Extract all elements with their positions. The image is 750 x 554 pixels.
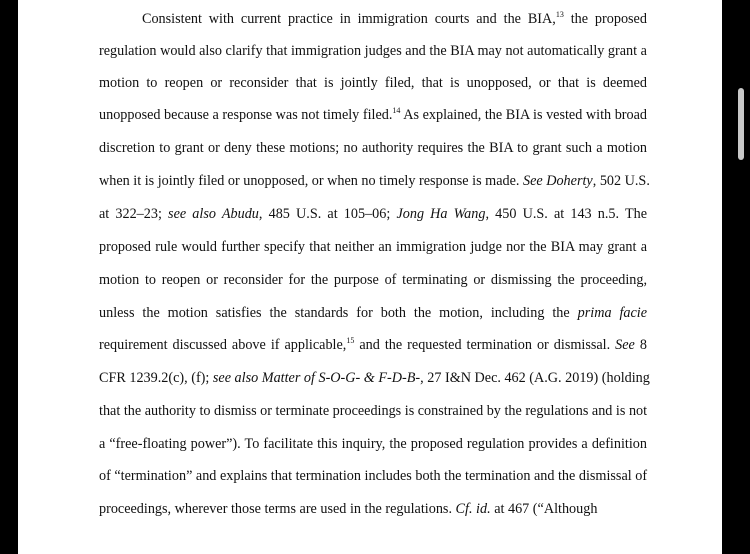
vertical-scrollbar-thumb[interactable] [738,88,744,160]
text-run: proposed rule would further specify that neither an immigration judge nor the BIA may grant a [99,239,647,255]
text-line [99,42,647,60]
italic-citation: prima facie [577,305,648,321]
text-run: that the authority to dismiss or terminate proceedings is constrained by the regulations and is not [99,403,648,419]
text-run: of “termination” and explains that termination includes both the termination and the dismissal of [99,468,648,484]
text-line [99,369,650,387]
text-run: motion to reopen or reconsider for the purpose of terminating or dismissing the proceeding, [99,272,648,288]
text-run: when it is jointly filed or unopposed, or when no timely response is made. [99,173,523,189]
text-run: , 450 U.S. at 143 n.5. The [485,206,648,222]
italic-citation: see also Matter of S-O-G- & F-D-B- [212,370,421,386]
text-run: and the requested termination or dismissal. [354,337,616,353]
document-page [18,0,722,554]
text-run: Consistent with current practice in immigration courts and the BIA, [142,11,556,27]
text-run: regulation would also clarify that immigration judges and the BIA may not automatically grant a [99,43,647,59]
text-run: requirement discussed above if applicable, [99,337,347,353]
text-line [99,238,647,256]
text-run: the proposed [563,11,647,27]
text-run: unless the motion satisfies the standards for both the motion, including the [99,305,578,321]
text-run: proceedings, wherever those terms are used in the regulations. [99,501,456,517]
text-run: As explained, the BIA is vested with broad [400,107,648,123]
text-run: CFR 1239.2(c), (f); [99,370,213,386]
text-line [142,10,647,28]
italic-citation: See [615,337,635,353]
text-line [99,172,650,190]
text-run: , 485 U.S. at 105–06; [258,206,397,222]
text-line [99,402,647,420]
text-line [99,467,647,485]
italic-citation: see also Abudu [168,206,259,222]
footnote-marker: 15 [346,336,355,345]
text-line [99,271,647,289]
text-run: discretion to grant or deny these motions; no authority requires the BIA to grant such a motion [99,140,648,156]
italic-citation: Jong Ha Wang [396,206,486,222]
text-line [99,205,647,223]
text-line [99,500,597,518]
text-line [99,304,647,322]
text-run: motion to reopen or reconsider that is jointly filed, that is unopposed, or that is deemed [99,75,648,91]
text-line [99,139,647,157]
text-run: unopposed because a response was not timely filed. [99,107,393,123]
text-line [99,74,647,92]
italic-citation: Cf. id. [455,501,491,517]
text-line [99,336,647,354]
italic-citation: See Doherty [522,173,593,189]
text-line [99,106,647,124]
text-run: 8 [634,337,647,353]
text-line [99,435,647,453]
footnote-marker: 13 [555,10,564,19]
text-run: , 502 U.S. [592,173,650,189]
text-run: a “free-floating power”). To facilitate this inquiry, the proposed regulation provides a definition [99,436,647,452]
footnote-marker: 14 [392,106,401,115]
text-run: at 322–23; [99,206,169,222]
text-run: at 467 (“Although [490,501,598,517]
text-run: , 27 I&N Dec. 462 (A.G. 2019) (holding [420,370,650,386]
